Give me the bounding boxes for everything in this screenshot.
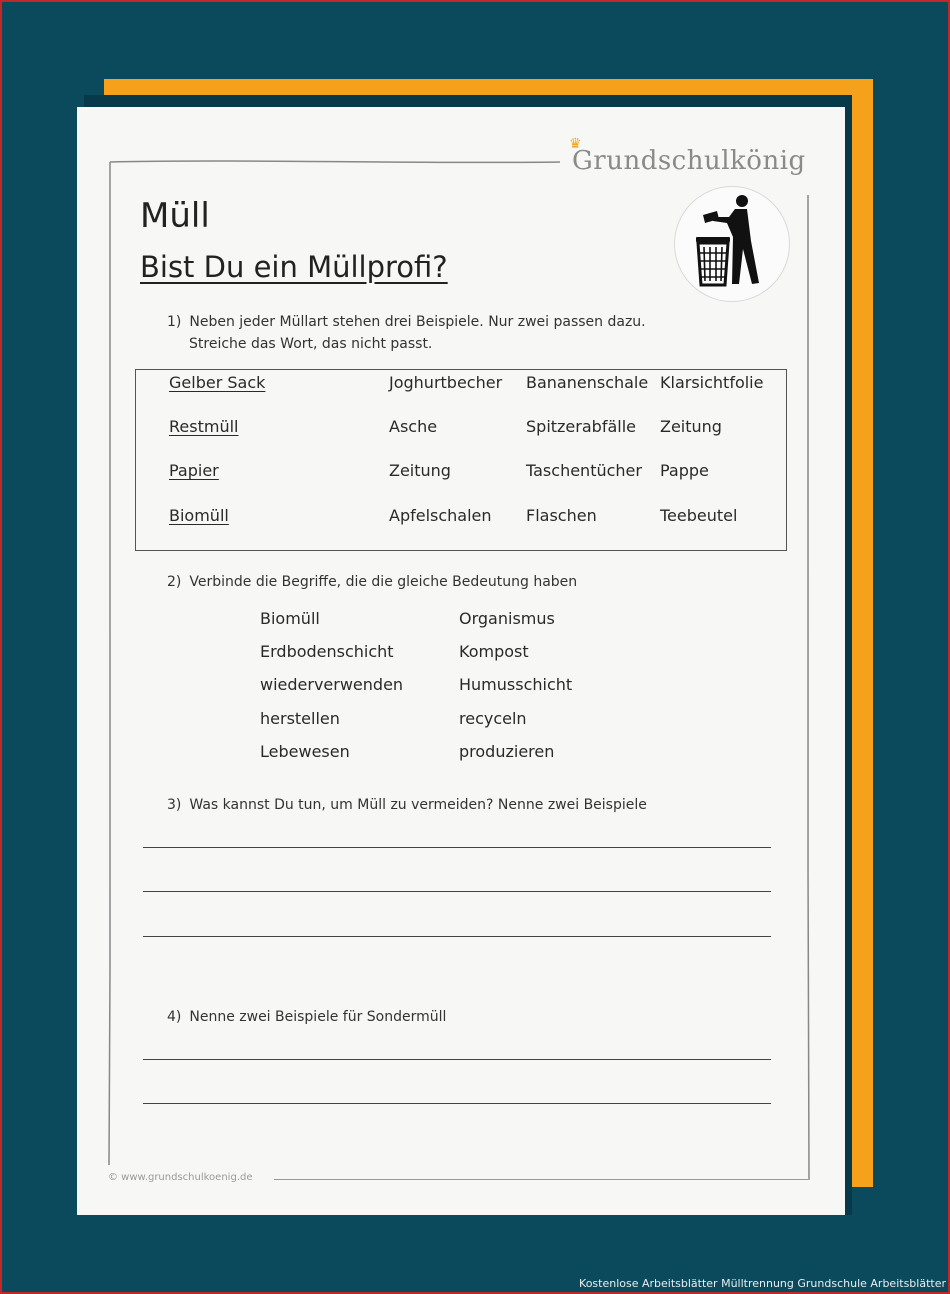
match-term-right: Organismus (459, 609, 555, 628)
table-category: Papier (169, 461, 219, 480)
table-cell: Apfelschalen (389, 506, 492, 525)
answer-line[interactable] (143, 1103, 771, 1104)
table-cell: Flaschen (526, 506, 597, 525)
logo-text: Grundschulkönig (572, 146, 806, 176)
page-subtitle: Bist Du ein Müllprofi? (140, 250, 448, 284)
answer-line[interactable] (143, 847, 771, 848)
table-category: Biomüll (169, 506, 229, 525)
question-2-text: Verbinde die Begriffe, die die gleiche Bedeutung haben (189, 574, 578, 590)
table-cell: Spitzerabfälle (526, 417, 636, 436)
footer-divider (274, 1179, 808, 1180)
question-4-text: Nenne zwei Beispiele für Sondermüll (189, 1009, 447, 1025)
table-cell: Pappe (660, 461, 709, 480)
table-cell: Taschentücher (526, 461, 642, 480)
table-cell: Zeitung (389, 461, 451, 480)
grundschulkoenig-logo (569, 136, 806, 176)
table-category: Restmüll (169, 417, 239, 436)
table-cell: Teebeutel (660, 506, 738, 525)
image-caption: Kostenlose Arbeitsblätter Mülltrennung Grundschule Arbeitsblätter (579, 1277, 946, 1290)
question-1-text: Neben jeder Müllart stehen drei Beispiele. Nur zwei passen dazu. (189, 314, 646, 330)
question-3-text: Was kannst Du tun, um Müll zu vermeiden? Nenne zwei Beispiele (189, 797, 647, 813)
match-term-left: Erdbodenschicht (260, 642, 394, 661)
match-term-right: Kompost (459, 642, 529, 661)
answer-line[interactable] (143, 1059, 771, 1060)
question-2-number: 2) (167, 574, 182, 590)
question-4 (167, 1009, 446, 1025)
table-cell: Klarsichtfolie (660, 373, 764, 392)
table-cell: Joghurtbecher (389, 373, 503, 392)
answer-line[interactable] (143, 891, 771, 892)
crown-icon: ♛ (569, 136, 583, 152)
answer-line[interactable] (143, 936, 771, 937)
question-4-number: 4) (167, 1009, 182, 1025)
question-1-text-line2: Streiche das Wort, das nicht passt. (189, 336, 433, 352)
match-term-left: herstellen (260, 709, 340, 728)
match-term-right: produzieren (459, 742, 555, 761)
table-cell: Asche (389, 417, 438, 436)
match-term-right: Humusschicht (459, 675, 573, 694)
footer-copyright: © www.grundschulkoenig.de (108, 1172, 253, 1183)
question-3 (167, 797, 647, 813)
question-3-number: 3) (167, 797, 182, 813)
trash-person-icon (674, 186, 790, 302)
table-category: Gelber Sack (169, 373, 266, 392)
page-title: Müll (140, 196, 210, 236)
question-1-number: 1) (167, 314, 182, 330)
question-2 (167, 574, 577, 590)
match-term-left: wiederverwenden (260, 675, 404, 694)
table-cell: Bananenschale (526, 373, 649, 392)
question-1 (167, 314, 646, 330)
table-cell: Zeitung (660, 417, 722, 436)
match-term-right: recyceln (459, 709, 527, 728)
match-term-left: Lebewesen (260, 742, 350, 761)
match-term-left: Biomüll (260, 609, 320, 628)
